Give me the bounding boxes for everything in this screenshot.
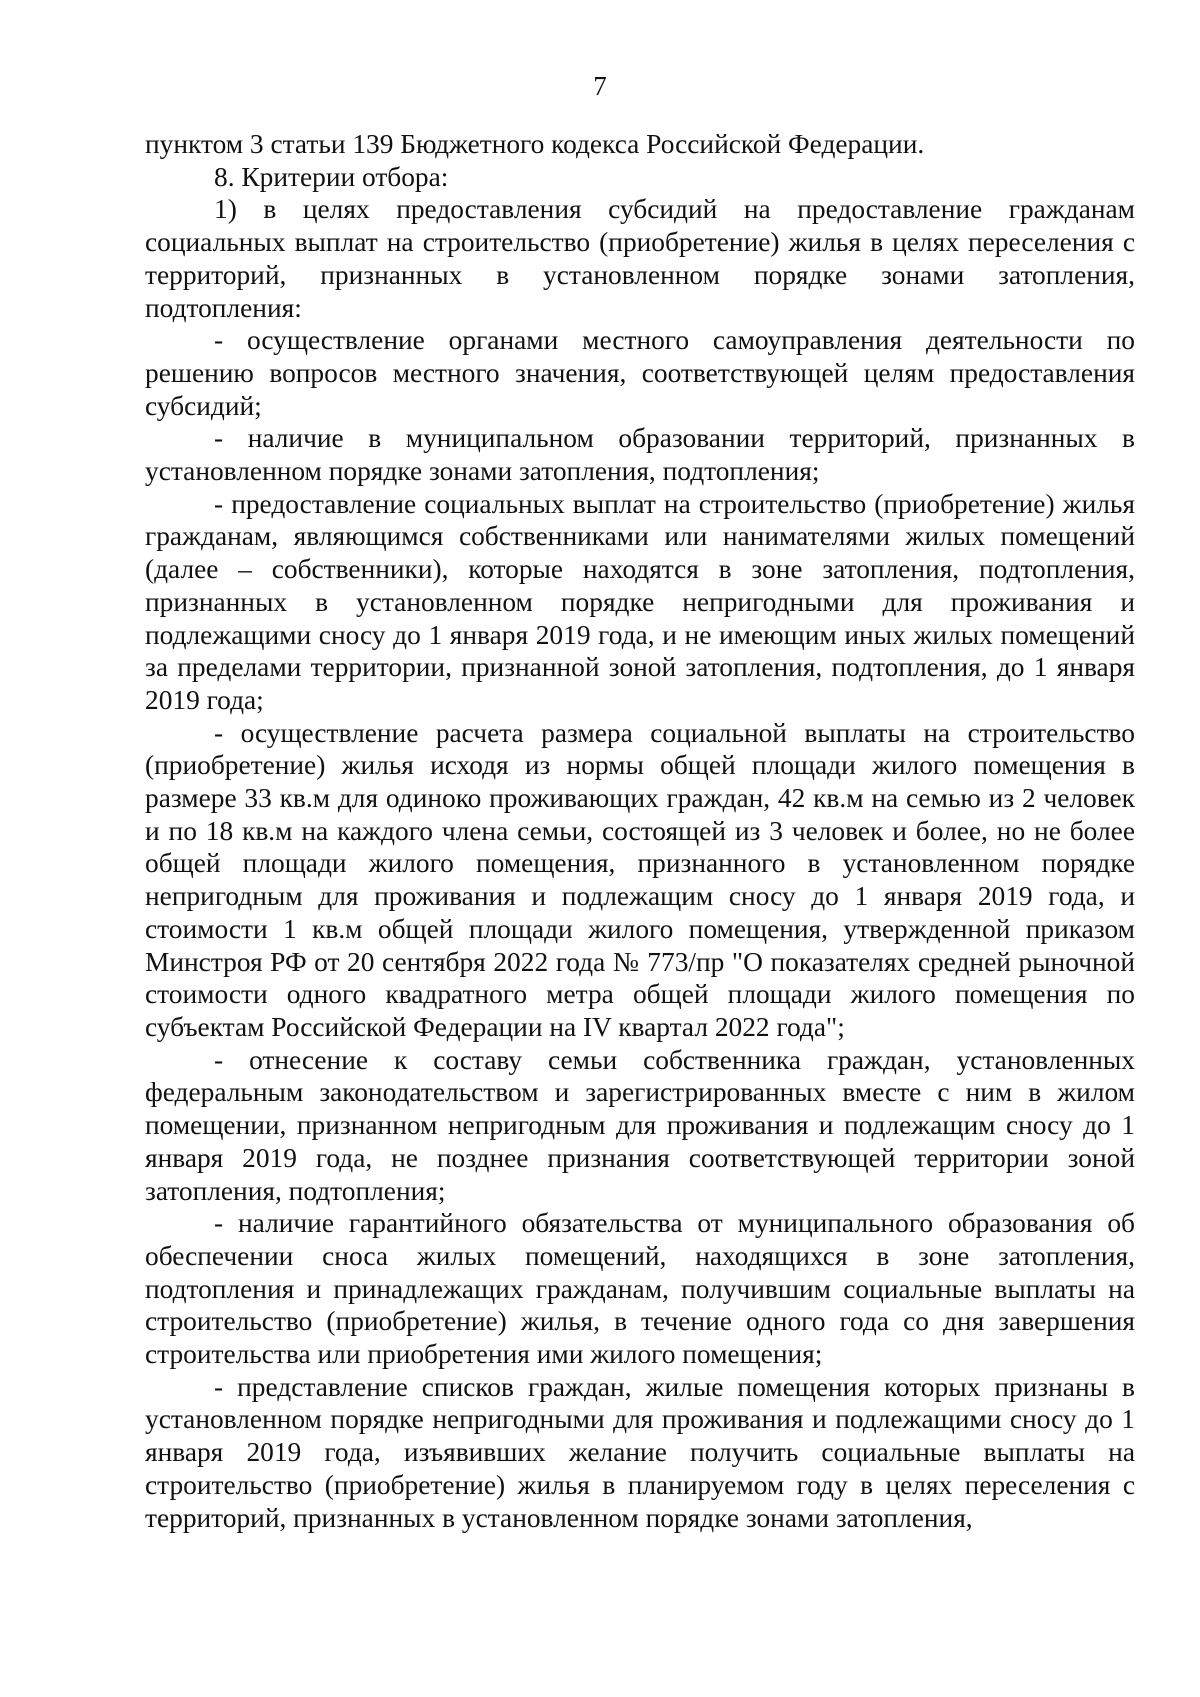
paragraph-criterion: - отнесение к составу семьи собственника граждан, установленных федеральным законодательством и зарегистрированных вместе с ним в жилом помещении, признанном непригодным для проживания и подлежащим сносу до 1 января 2019 года, не позднее признания соответствующей территории зоной затопления, подтопления;	[145, 1044, 1135, 1206]
paragraph-continuation: пунктом 3 статьи 139 Бюджетного кодекса Российской Федерации.	[145, 129, 925, 159]
paragraph-criterion: - наличие гарантийного обязательства от муниципального образования об обеспечении сноса жилых помещений, находящихся в зоне затопления, подтопления и принадлежащих гражданам, получившим социальные выплаты на строительство (приобретение) жилья, в течение одного года со дня завершения строительства или приобретения ими жилого помещения;	[145, 1208, 1135, 1370]
paragraph-section-heading: 8. Критерии отбора:	[214, 161, 449, 192]
paragraph-criterion: - осуществление органами местного самоуправления деятельности по решению вопросов местного значения, соответствующей целям предоставления субсидий;	[145, 325, 1135, 421]
paragraph-item-1: 1) в целях предоставления субсидий на предоставление гражданам социальных выплат на строительство (приобретение) жилья в целях переселения с территорий, признанных в установленном порядке зонами затопления, подтопления:	[145, 194, 1135, 323]
page-number: 7	[593, 71, 607, 101]
paragraph-criterion: - наличие в муниципальном образовании территорий, признанных в установленном порядке зонами затопления, подтопления;	[145, 423, 1135, 487]
paragraph-criterion: - предоставление социальных выплат на строительство (приобретение) жилья гражданам, являющимся собственниками или нанимателями жилых помещений (далее – собственники), которые находятся в зоне затопления, подтопления, признанных в установленном порядке непригодными для проживания и подлежащими сносу до 1 января 2019 года, и не имеющим иных жилых помещений за пределами территории, признанной зоной затопления, подтопления, до 1 января 2019 года;	[145, 488, 1135, 715]
paragraph-criterion: - представление списков граждан, жилые помещения которых признаны в установленном порядке непригодными для проживания и подлежащими сносу до 1 января 2019 года, изъявивших желание получить социальные выплаты на строительство (приобретение) жилья в планируемом году в целях переселения с территорий, признанных в установленном порядке зонами затопления,	[145, 1371, 1135, 1533]
document-body	[145, 128, 1135, 1534]
paragraph-criterion: - осуществление расчета размера социальной выплаты на строительство (приобретение) жилья исходя из нормы общей площади жилого помещения в размере 33 кв.м для одиноко проживающих граждан, 42 кв.м на семью из 2 человек и по 18 кв.м на каждого члена семьи, состоящей из 3 человек и более, но не более общей площади жилого помещения, признанного в установленном порядке непригодным для проживания и подлежащим сносу до 1 января 2019 года, и стоимости 1 кв.м общей площади жилого помещения, утвержденной приказом Минстроя РФ от 20 сентября 2022 года № 773/пр "О показателях средней рыночной стоимости одного квадратного метра общей площади жилого помещения по субъектам Российской Федерации на IV квартал 2022 года";	[145, 717, 1135, 1042]
